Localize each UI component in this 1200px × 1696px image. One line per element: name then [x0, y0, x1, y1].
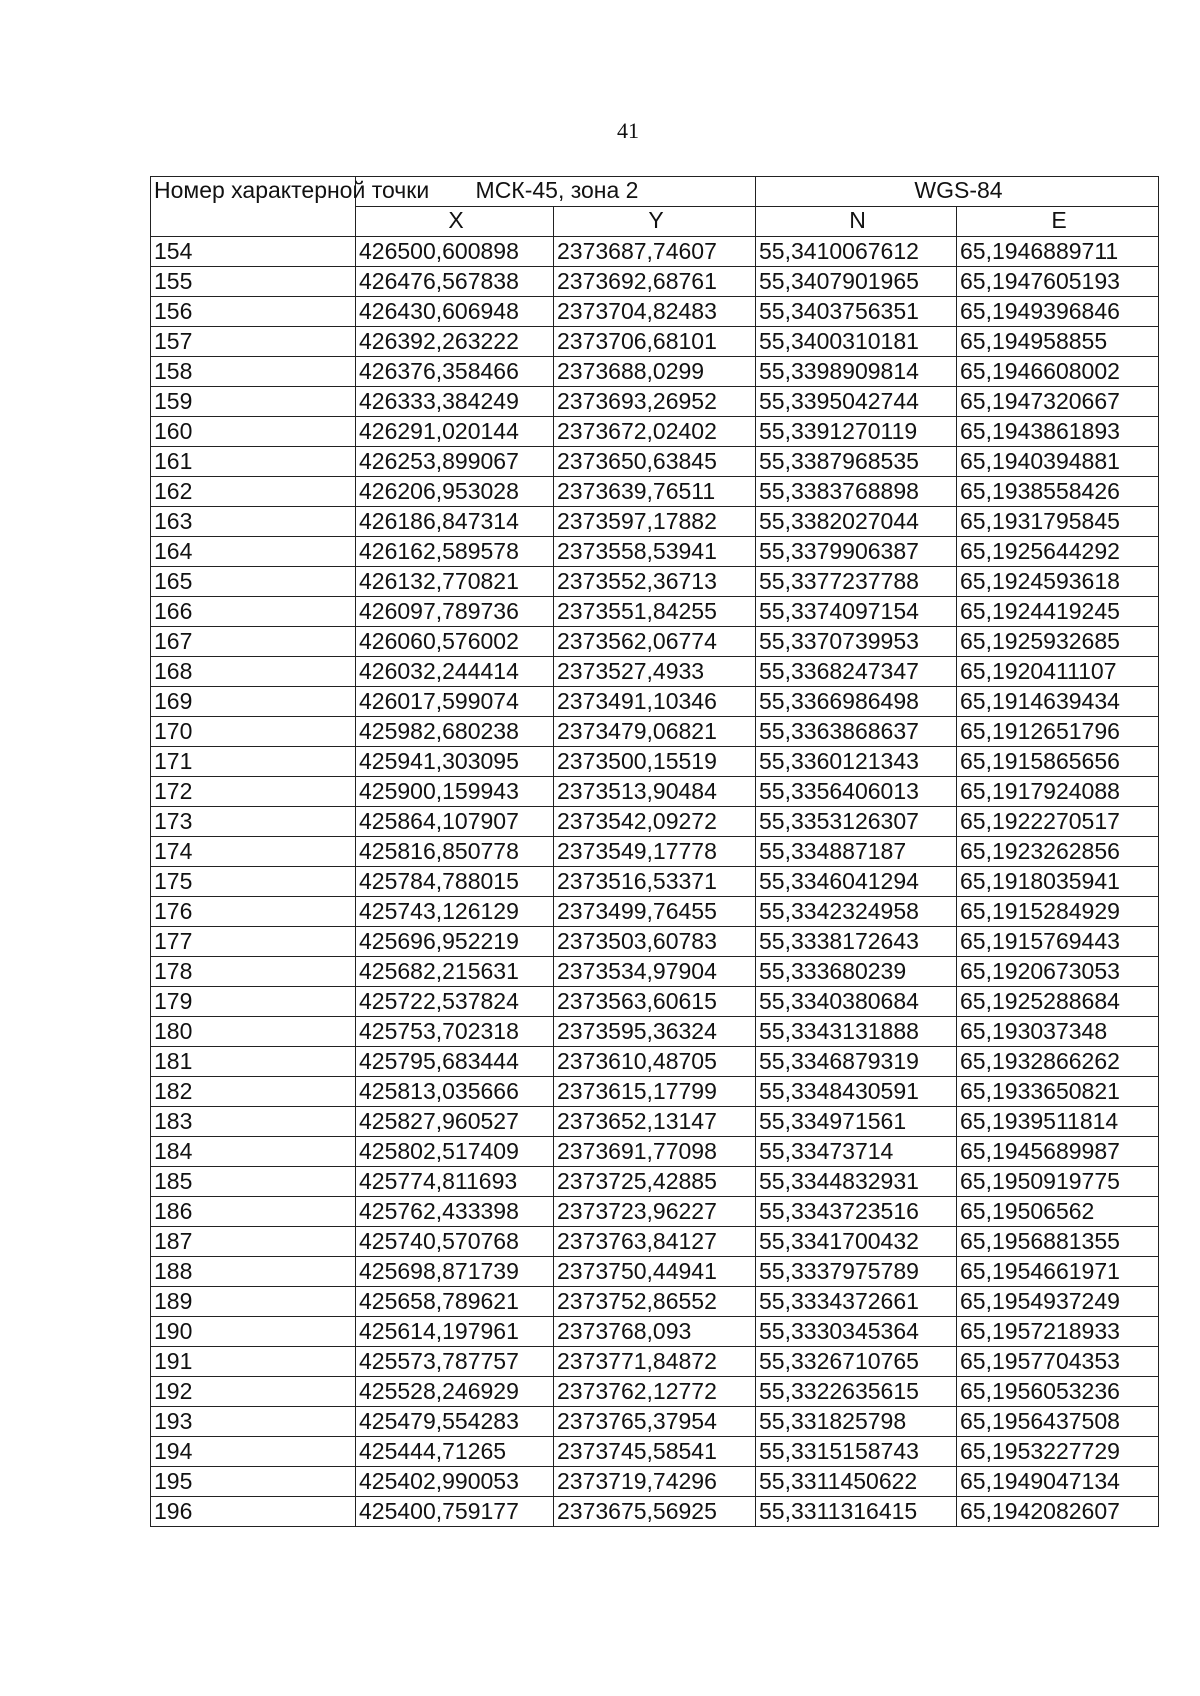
cell-y: 2373500,15519 [554, 747, 756, 777]
table-row [151, 927, 1159, 957]
table-row [151, 417, 1159, 447]
cell-x: 425743,126129 [356, 897, 554, 927]
cell-y: 2373491,10346 [554, 687, 756, 717]
table-row [151, 237, 1159, 267]
cell-point-number: 193 [151, 1407, 356, 1437]
cell-y: 2373693,26952 [554, 387, 756, 417]
table-row [151, 897, 1159, 927]
cell-x: 426060,576002 [356, 627, 554, 657]
table-row [151, 1017, 1159, 1047]
cell-e: 65,1956053236 [957, 1377, 1159, 1407]
cell-y: 2373725,42885 [554, 1167, 756, 1197]
cell-x: 425722,537824 [356, 987, 554, 1017]
cell-x: 426162,589578 [356, 537, 554, 567]
table-body [151, 237, 1159, 1527]
cell-e: 65,194958855 [957, 327, 1159, 357]
cell-e: 65,1925288684 [957, 987, 1159, 1017]
cell-point-number: 161 [151, 447, 356, 477]
cell-y: 2373615,17799 [554, 1077, 756, 1107]
cell-point-number: 166 [151, 597, 356, 627]
table-row [151, 567, 1159, 597]
table-row [151, 597, 1159, 627]
cell-point-number: 158 [151, 357, 356, 387]
table-row [151, 837, 1159, 867]
cell-n: 55,3311316415 [756, 1497, 957, 1527]
cell-x: 425941,303095 [356, 747, 554, 777]
cell-point-number: 194 [151, 1437, 356, 1467]
cell-e: 65,1932866262 [957, 1047, 1159, 1077]
cell-x: 425795,683444 [356, 1047, 554, 1077]
table-row [151, 987, 1159, 1017]
table-row [151, 777, 1159, 807]
table-row [151, 1287, 1159, 1317]
cell-y: 2373527,4933 [554, 657, 756, 687]
cell-x: 425696,952219 [356, 927, 554, 957]
cell-n: 55,33473714 [756, 1137, 957, 1167]
cell-x: 426186,847314 [356, 507, 554, 537]
cell-n: 55,3326710765 [756, 1347, 957, 1377]
cell-point-number: 154 [151, 237, 356, 267]
header-e: E [957, 207, 1159, 237]
table-row [151, 627, 1159, 657]
cell-n: 55,334887187 [756, 837, 957, 867]
cell-e: 65,1920673053 [957, 957, 1159, 987]
cell-y: 2373639,76511 [554, 477, 756, 507]
cell-point-number: 168 [151, 657, 356, 687]
cell-n: 55,3346879319 [756, 1047, 957, 1077]
cell-e: 65,1931795845 [957, 507, 1159, 537]
cell-point-number: 162 [151, 477, 356, 507]
cell-x: 425528,246929 [356, 1377, 554, 1407]
table-row [151, 1167, 1159, 1197]
table-row [151, 867, 1159, 897]
table-row [151, 717, 1159, 747]
cell-x: 426017,599074 [356, 687, 554, 717]
header-x: X [356, 207, 554, 237]
cell-y: 2373691,77098 [554, 1137, 756, 1167]
cell-y: 2373549,17778 [554, 837, 756, 867]
cell-e: 65,1953227729 [957, 1437, 1159, 1467]
cell-e: 65,1915769443 [957, 927, 1159, 957]
cell-n: 55,3403756351 [756, 297, 957, 327]
header-msk-group: МСК-45, зона 2 [356, 177, 756, 207]
cell-x: 425614,197961 [356, 1317, 554, 1347]
cell-point-number: 169 [151, 687, 356, 717]
cell-x: 426097,789736 [356, 597, 554, 627]
page-number: 41 [617, 118, 639, 143]
cell-point-number: 185 [151, 1167, 356, 1197]
cell-x: 426430,606948 [356, 297, 554, 327]
table-row [151, 447, 1159, 477]
cell-n: 55,3346041294 [756, 867, 957, 897]
cell-x: 425827,960527 [356, 1107, 554, 1137]
cell-x: 425816,850778 [356, 837, 554, 867]
cell-e: 65,19506562 [957, 1197, 1159, 1227]
cell-y: 2373768,093 [554, 1317, 756, 1347]
cell-point-number: 190 [151, 1317, 356, 1347]
cell-y: 2373771,84872 [554, 1347, 756, 1377]
table-row [151, 1227, 1159, 1257]
cell-e: 65,1915284929 [957, 897, 1159, 927]
cell-point-number: 156 [151, 297, 356, 327]
table-row [151, 267, 1159, 297]
cell-point-number: 163 [151, 507, 356, 537]
cell-point-number: 173 [151, 807, 356, 837]
cell-x: 426333,384249 [356, 387, 554, 417]
cell-e: 65,1933650821 [957, 1077, 1159, 1107]
cell-y: 2373562,06774 [554, 627, 756, 657]
header-point-number: Номер характерной точки [151, 177, 356, 237]
cell-y: 2373552,36713 [554, 567, 756, 597]
cell-e: 65,1925644292 [957, 537, 1159, 567]
cell-n: 55,3353126307 [756, 807, 957, 837]
cell-x: 425573,787757 [356, 1347, 554, 1377]
cell-x: 426206,953028 [356, 477, 554, 507]
header-n: N [756, 207, 957, 237]
cell-n: 55,3338172643 [756, 927, 957, 957]
cell-e: 65,1946889711 [957, 237, 1159, 267]
cell-e: 65,1949047134 [957, 1467, 1159, 1497]
cell-y: 2373563,60615 [554, 987, 756, 1017]
cell-n: 55,3360121343 [756, 747, 957, 777]
table-row [151, 1437, 1159, 1467]
cell-point-number: 177 [151, 927, 356, 957]
cell-point-number: 182 [151, 1077, 356, 1107]
cell-n: 55,3370739953 [756, 627, 957, 657]
cell-x: 425400,759177 [356, 1497, 554, 1527]
cell-e: 65,193037348 [957, 1017, 1159, 1047]
cell-y: 2373752,86552 [554, 1287, 756, 1317]
cell-y: 2373551,84255 [554, 597, 756, 627]
cell-n: 55,3337975789 [756, 1257, 957, 1287]
cell-y: 2373675,56925 [554, 1497, 756, 1527]
cell-point-number: 192 [151, 1377, 356, 1407]
cell-n: 55,3356406013 [756, 777, 957, 807]
cell-y: 2373672,02402 [554, 417, 756, 447]
cell-point-number: 195 [151, 1467, 356, 1497]
table-row [151, 387, 1159, 417]
table-row [151, 687, 1159, 717]
cell-y: 2373692,68761 [554, 267, 756, 297]
table-row [151, 357, 1159, 387]
cell-n: 55,3382027044 [756, 507, 957, 537]
cell-x: 425774,811693 [356, 1167, 554, 1197]
cell-n: 55,3391270119 [756, 417, 957, 447]
cell-point-number: 187 [151, 1227, 356, 1257]
cell-n: 55,3315158743 [756, 1437, 957, 1467]
cell-x: 426253,899067 [356, 447, 554, 477]
cell-n: 55,3340380684 [756, 987, 957, 1017]
cell-e: 65,1947320667 [957, 387, 1159, 417]
cell-x: 425479,554283 [356, 1407, 554, 1437]
cell-e: 65,1946608002 [957, 357, 1159, 387]
cell-point-number: 179 [151, 987, 356, 1017]
cell-e: 65,1954661971 [957, 1257, 1159, 1287]
cell-n: 55,3395042744 [756, 387, 957, 417]
cell-n: 55,3330345364 [756, 1317, 957, 1347]
cell-x: 425982,680238 [356, 717, 554, 747]
cell-point-number: 170 [151, 717, 356, 747]
cell-e: 65,1920411107 [957, 657, 1159, 687]
cell-y: 2373652,13147 [554, 1107, 756, 1137]
cell-x: 425813,035666 [356, 1077, 554, 1107]
cell-y: 2373765,37954 [554, 1407, 756, 1437]
cell-e: 65,1925932685 [957, 627, 1159, 657]
cell-n: 55,3366986498 [756, 687, 957, 717]
cell-e: 65,1942082607 [957, 1497, 1159, 1527]
cell-y: 2373516,53371 [554, 867, 756, 897]
cell-e: 65,1956437508 [957, 1407, 1159, 1437]
cell-e: 65,1924419245 [957, 597, 1159, 627]
cell-n: 55,3400310181 [756, 327, 957, 357]
cell-x: 426476,567838 [356, 267, 554, 297]
cell-n: 55,3348430591 [756, 1077, 957, 1107]
cell-n: 55,3379906387 [756, 537, 957, 567]
cell-y: 2373595,36324 [554, 1017, 756, 1047]
cell-x: 426392,263222 [356, 327, 554, 357]
table-row [151, 957, 1159, 987]
table-row [151, 1347, 1159, 1377]
table-row [151, 297, 1159, 327]
cell-y: 2373763,84127 [554, 1227, 756, 1257]
cell-n: 55,3387968535 [756, 447, 957, 477]
cell-e: 65,1940394881 [957, 447, 1159, 477]
cell-x: 425784,788015 [356, 867, 554, 897]
cell-x: 426376,358466 [356, 357, 554, 387]
cell-n: 55,3311450622 [756, 1467, 957, 1497]
cell-n: 55,334971561 [756, 1107, 957, 1137]
cell-n: 55,3374097154 [756, 597, 957, 627]
header-y: Y [554, 207, 756, 237]
cell-x: 425802,517409 [356, 1137, 554, 1167]
cell-e: 65,1956881355 [957, 1227, 1159, 1257]
cell-e: 65,1950919775 [957, 1167, 1159, 1197]
cell-n: 55,3368247347 [756, 657, 957, 687]
cell-e: 65,1912651796 [957, 717, 1159, 747]
cell-e: 65,1914639434 [957, 687, 1159, 717]
cell-y: 2373704,82483 [554, 297, 756, 327]
cell-point-number: 159 [151, 387, 356, 417]
cell-y: 2373513,90484 [554, 777, 756, 807]
cell-y: 2373534,97904 [554, 957, 756, 987]
cell-x: 426500,600898 [356, 237, 554, 267]
cell-e: 65,1947605193 [957, 267, 1159, 297]
cell-y: 2373750,44941 [554, 1257, 756, 1287]
coordinates-table [150, 176, 1159, 1527]
cell-point-number: 184 [151, 1137, 356, 1167]
cell-point-number: 164 [151, 537, 356, 567]
table-row [151, 1257, 1159, 1287]
table-row [151, 1467, 1159, 1497]
cell-e: 65,1957218933 [957, 1317, 1159, 1347]
cell-x: 425762,433398 [356, 1197, 554, 1227]
table-row [151, 507, 1159, 537]
cell-e: 65,1924593618 [957, 567, 1159, 597]
table-header [151, 177, 1159, 237]
cell-y: 2373719,74296 [554, 1467, 756, 1497]
table-row [151, 807, 1159, 837]
table-row [151, 657, 1159, 687]
cell-x: 425658,789621 [356, 1287, 554, 1317]
cell-n: 55,331825798 [756, 1407, 957, 1437]
cell-n: 55,333680239 [756, 957, 957, 987]
cell-x: 426032,244414 [356, 657, 554, 687]
table-row [151, 1497, 1159, 1527]
cell-n: 55,3398909814 [756, 357, 957, 387]
cell-e: 65,1938558426 [957, 477, 1159, 507]
cell-e: 65,1945689987 [957, 1137, 1159, 1167]
header-row-groups [151, 177, 1159, 207]
cell-n: 55,3383768898 [756, 477, 957, 507]
cell-e: 65,1915865656 [957, 747, 1159, 777]
cell-point-number: 181 [151, 1047, 356, 1077]
table-row [151, 327, 1159, 357]
cell-e: 65,1943861893 [957, 417, 1159, 447]
cell-y: 2373503,60783 [554, 927, 756, 957]
cell-x: 425682,215631 [356, 957, 554, 987]
cell-point-number: 155 [151, 267, 356, 297]
cell-e: 65,1954937249 [957, 1287, 1159, 1317]
cell-e: 65,1957704353 [957, 1347, 1159, 1377]
cell-y: 2373723,96227 [554, 1197, 756, 1227]
cell-x: 425740,570768 [356, 1227, 554, 1257]
table-row [151, 1197, 1159, 1227]
cell-x: 425864,107907 [356, 807, 554, 837]
cell-n: 55,3377237788 [756, 567, 957, 597]
cell-n: 55,3334372661 [756, 1287, 957, 1317]
cell-e: 65,1918035941 [957, 867, 1159, 897]
cell-point-number: 172 [151, 777, 356, 807]
cell-point-number: 188 [151, 1257, 356, 1287]
cell-point-number: 160 [151, 417, 356, 447]
table-row [151, 537, 1159, 567]
cell-point-number: 165 [151, 567, 356, 597]
cell-y: 2373706,68101 [554, 327, 756, 357]
cell-n: 55,3343723516 [756, 1197, 957, 1227]
cell-point-number: 175 [151, 867, 356, 897]
cell-n: 55,3342324958 [756, 897, 957, 927]
cell-point-number: 196 [151, 1497, 356, 1527]
cell-n: 55,3410067612 [756, 237, 957, 267]
cell-point-number: 186 [151, 1197, 356, 1227]
cell-y: 2373499,76455 [554, 897, 756, 927]
table-row [151, 1407, 1159, 1437]
cell-y: 2373479,06821 [554, 717, 756, 747]
cell-y: 2373650,63845 [554, 447, 756, 477]
cell-x: 425900,159943 [356, 777, 554, 807]
cell-point-number: 180 [151, 1017, 356, 1047]
table-row [151, 1047, 1159, 1077]
cell-y: 2373542,09272 [554, 807, 756, 837]
cell-e: 65,1923262856 [957, 837, 1159, 867]
cell-x: 425444,71265 [356, 1437, 554, 1467]
table-row [151, 1137, 1159, 1167]
cell-y: 2373762,12772 [554, 1377, 756, 1407]
cell-x: 426291,020144 [356, 417, 554, 447]
cell-point-number: 191 [151, 1347, 356, 1377]
cell-y: 2373610,48705 [554, 1047, 756, 1077]
cell-point-number: 157 [151, 327, 356, 357]
table-row [151, 1107, 1159, 1137]
cell-y: 2373558,53941 [554, 537, 756, 567]
cell-n: 55,3363868637 [756, 717, 957, 747]
cell-x: 425402,990053 [356, 1467, 554, 1497]
cell-point-number: 167 [151, 627, 356, 657]
cell-x: 425698,871739 [356, 1257, 554, 1287]
cell-point-number: 174 [151, 837, 356, 867]
cell-y: 2373597,17882 [554, 507, 756, 537]
cell-e: 65,1922270517 [957, 807, 1159, 837]
cell-y: 2373688,0299 [554, 357, 756, 387]
cell-point-number: 176 [151, 897, 356, 927]
cell-n: 55,3407901965 [756, 267, 957, 297]
table-row [151, 1317, 1159, 1347]
cell-point-number: 189 [151, 1287, 356, 1317]
table-row [151, 1377, 1159, 1407]
cell-e: 65,1917924088 [957, 777, 1159, 807]
cell-n: 55,3322635615 [756, 1377, 957, 1407]
cell-x: 426132,770821 [356, 567, 554, 597]
cell-y: 2373745,58541 [554, 1437, 756, 1467]
cell-point-number: 171 [151, 747, 356, 777]
cell-point-number: 178 [151, 957, 356, 987]
cell-n: 55,3343131888 [756, 1017, 957, 1047]
cell-n: 55,3341700432 [756, 1227, 957, 1257]
cell-n: 55,3344832931 [756, 1167, 957, 1197]
cell-point-number: 183 [151, 1107, 356, 1137]
cell-x: 425753,702318 [356, 1017, 554, 1047]
cell-e: 65,1939511814 [957, 1107, 1159, 1137]
cell-y: 2373687,74607 [554, 237, 756, 267]
cell-e: 65,1949396846 [957, 297, 1159, 327]
table-row [151, 747, 1159, 777]
table-row [151, 477, 1159, 507]
header-wgs-group: WGS-84 [756, 177, 1159, 207]
table-row [151, 1077, 1159, 1107]
